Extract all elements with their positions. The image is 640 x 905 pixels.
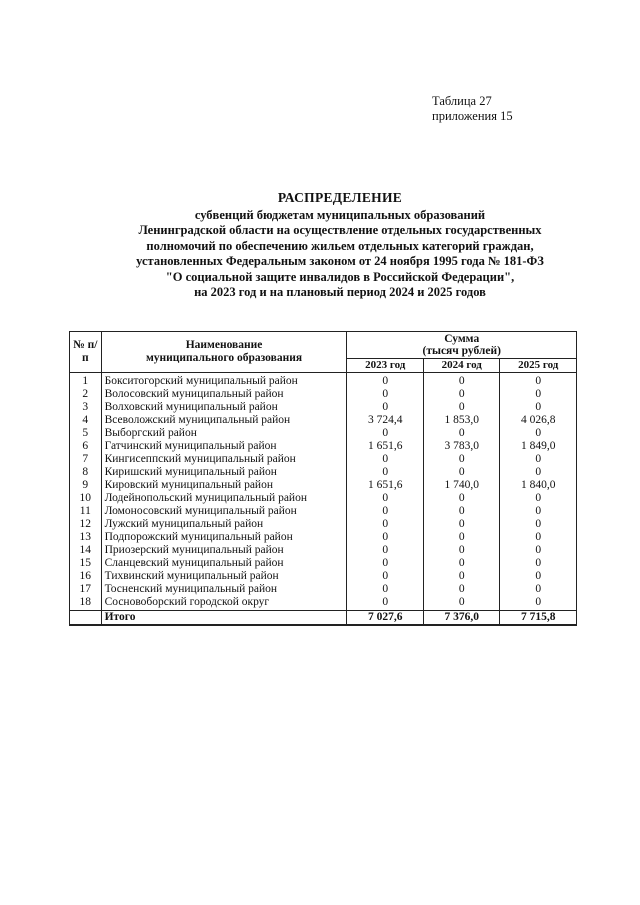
total-number-cell (70, 611, 102, 626)
row-number: 18 (70, 596, 102, 611)
row-number: 3 (70, 401, 102, 414)
row-number: 7 (70, 453, 102, 466)
title-line: полномочий по обеспечению жильем отдельных категорий граждан, (146, 238, 534, 253)
row-number: 15 (70, 557, 102, 570)
municipality-name: Тосненский муниципальный район (101, 583, 347, 596)
sum-label: Сумма (444, 333, 480, 345)
row-number: 8 (70, 466, 102, 479)
table-row (70, 453, 577, 466)
total-row (70, 611, 577, 626)
value-2025: 0 (500, 373, 577, 389)
row-number: 5 (70, 427, 102, 440)
distribution-table (69, 331, 577, 626)
table-row (70, 505, 577, 518)
table-row (70, 414, 577, 427)
value-2025: 0 (500, 388, 577, 401)
column-header-name-line2: муниципального образования (145, 352, 303, 364)
value-2024: 0 (423, 373, 500, 389)
total-2023: 7 027,6 (347, 611, 424, 626)
column-header-sum (347, 332, 577, 359)
value-2025: 1 849,0 (500, 440, 577, 453)
value-2023: 0 (347, 531, 424, 544)
table-row (70, 596, 577, 611)
value-2023: 0 (347, 518, 424, 531)
municipality-name: Сосновоборский городской округ (101, 596, 347, 611)
value-2024: 1 853,0 (423, 414, 500, 427)
row-number: 6 (70, 440, 102, 453)
title-main: РАСПРЕДЕЛЕНИЕ (277, 190, 403, 205)
row-number: 16 (70, 570, 102, 583)
row-number: 14 (70, 544, 102, 557)
column-header-year: 2024 год (423, 359, 500, 373)
value-2025: 4 026,8 (500, 414, 577, 427)
municipality-name: Кировский муниципальный район (101, 479, 347, 492)
value-2023: 3 724,4 (347, 414, 424, 427)
municipality-name: Лужский муниципальный район (101, 518, 347, 531)
column-header-number: № п/п (70, 332, 102, 373)
row-number: 10 (70, 492, 102, 505)
value-2024: 1 740,0 (423, 479, 500, 492)
value-2025: 1 840,0 (500, 479, 577, 492)
value-2025: 0 (500, 570, 577, 583)
value-2024: 0 (423, 388, 500, 401)
table-row (70, 401, 577, 414)
row-number: 9 (70, 479, 102, 492)
value-2025: 0 (500, 466, 577, 479)
municipality-name: Сланцевский муниципальный район (101, 557, 347, 570)
value-2025: 0 (500, 427, 577, 440)
value-2025: 0 (500, 596, 577, 611)
value-2023: 0 (347, 505, 424, 518)
value-2024: 0 (423, 583, 500, 596)
value-2024: 0 (423, 544, 500, 557)
total-label: Итого (101, 611, 347, 626)
table-row (70, 373, 577, 389)
total-2025: 7 715,8 (500, 611, 577, 626)
value-2024: 0 (423, 453, 500, 466)
value-2023: 0 (347, 583, 424, 596)
row-number: 1 (70, 373, 102, 389)
appendix-number: приложения 15 (432, 109, 513, 123)
row-number: 13 (70, 531, 102, 544)
table-row (70, 440, 577, 453)
table-row (70, 583, 577, 596)
municipality-name: Лодейнопольский муниципальный район (101, 492, 347, 505)
column-header-year: 2023 год (347, 359, 424, 373)
row-number: 17 (70, 583, 102, 596)
table-row (70, 479, 577, 492)
table-row (70, 388, 577, 401)
table-number: Таблица 27 (432, 94, 492, 108)
table-row (70, 466, 577, 479)
value-2024: 0 (423, 531, 500, 544)
municipality-name: Тихвинский муниципальный район (101, 570, 347, 583)
row-number: 12 (70, 518, 102, 531)
municipality-name: Гатчинский муниципальный район (101, 440, 347, 453)
value-2025: 0 (500, 518, 577, 531)
title-line: субвенций бюджетам муниципальных образований (194, 207, 486, 222)
title-line: установленных Федеральным законом от 24 ноября 1995 года № 181-ФЗ (136, 254, 544, 268)
column-header-name (101, 332, 347, 373)
table-row (70, 544, 577, 557)
value-2023: 0 (347, 596, 424, 611)
title-line: Ленинградской области на осуществление отдельных государственных (138, 223, 542, 237)
document-title (60, 190, 620, 301)
title-line: "О социальной защите инвалидов в Российской Федерации", (165, 269, 515, 284)
value-2024: 0 (423, 401, 500, 414)
municipality-name: Приозерский муниципальный район (101, 544, 347, 557)
value-2025: 0 (500, 492, 577, 505)
table-row (70, 557, 577, 570)
value-2024: 0 (423, 492, 500, 505)
municipality-name: Киришский муниципальный район (101, 466, 347, 479)
table-reference (432, 94, 513, 124)
municipality-name: Всеволожский муниципальный район (101, 414, 347, 427)
municipality-name: Кингисеппский муниципальный район (101, 453, 347, 466)
table-row (70, 531, 577, 544)
value-2025: 0 (500, 544, 577, 557)
value-2025: 0 (500, 557, 577, 570)
sum-unit: (тысяч рублей) (422, 345, 501, 357)
municipality-name: Подпорожский муниципальный район (101, 531, 347, 544)
value-2024: 0 (423, 427, 500, 440)
value-2023: 1 651,6 (347, 440, 424, 453)
value-2024: 0 (423, 466, 500, 479)
value-2025: 0 (500, 453, 577, 466)
value-2023: 0 (347, 427, 424, 440)
value-2023: 0 (347, 453, 424, 466)
value-2023: 0 (347, 373, 424, 389)
value-2025: 0 (500, 583, 577, 596)
title-line: на 2023 год и на плановый период 2024 и 2025 годов (194, 285, 486, 299)
value-2024: 3 783,0 (423, 440, 500, 453)
row-number: 11 (70, 505, 102, 518)
value-2024: 0 (423, 557, 500, 570)
municipality-name: Бокситогорский муниципальный район (101, 373, 347, 389)
column-header-year: 2025 год (500, 359, 577, 373)
municipality-name: Ломоносовский муниципальный район (101, 505, 347, 518)
column-header-name-line1: Наименование (185, 339, 263, 351)
municipality-name: Волховский муниципальный район (101, 401, 347, 414)
municipality-name: Выборгский район (101, 427, 347, 440)
row-number: 2 (70, 388, 102, 401)
table-body (70, 373, 577, 611)
table-row (70, 492, 577, 505)
row-number: 4 (70, 414, 102, 427)
value-2023: 0 (347, 388, 424, 401)
value-2023: 0 (347, 492, 424, 505)
value-2023: 1 651,6 (347, 479, 424, 492)
value-2023: 0 (347, 466, 424, 479)
value-2025: 0 (500, 505, 577, 518)
value-2024: 0 (423, 518, 500, 531)
value-2025: 0 (500, 401, 577, 414)
total-2024: 7 376,0 (423, 611, 500, 626)
table-row (70, 518, 577, 531)
value-2024: 0 (423, 596, 500, 611)
value-2023: 0 (347, 557, 424, 570)
value-2025: 0 (500, 531, 577, 544)
table-row (70, 427, 577, 440)
value-2023: 0 (347, 401, 424, 414)
value-2024: 0 (423, 570, 500, 583)
value-2023: 0 (347, 544, 424, 557)
table-row (70, 570, 577, 583)
value-2024: 0 (423, 505, 500, 518)
municipality-name: Волосовский муниципальный район (101, 388, 347, 401)
value-2023: 0 (347, 570, 424, 583)
